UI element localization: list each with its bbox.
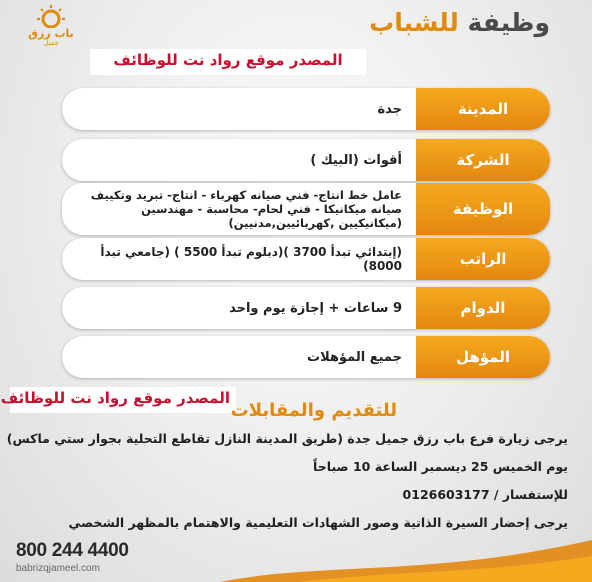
row-label: الدوام: [416, 287, 550, 329]
row-label: المؤهل: [416, 336, 550, 378]
row-label: الوظيفة: [416, 183, 550, 235]
row-qualification: [62, 336, 550, 378]
apply-contact: للإستفسار / 0126603177: [402, 487, 568, 502]
row-value: جميع المؤهلات: [307, 349, 402, 365]
title-part-job: وظيفة: [467, 8, 550, 37]
apply-date: يوم الخميس 25 ديسمبر الساعة 10 صباحاً: [313, 459, 568, 474]
row-value: جدة: [377, 101, 402, 117]
footer-website: babrizqjameel.com: [16, 563, 100, 574]
logo-name: باب رزق: [28, 27, 74, 40]
row-job: [62, 183, 550, 235]
apply-requirements: يرجى إحضار السيرة الذاتية وصور الشهادات التعليمية والاهتمام بالمظهر الشخصي: [68, 515, 568, 530]
sun-logo-icon: [36, 4, 66, 28]
source-watermark-bottom: المصدر موقع رواد نت للوظائف: [10, 387, 236, 413]
row-label: المدينة: [416, 88, 550, 130]
row-label: الراتب: [416, 238, 550, 280]
row-city: [62, 88, 550, 130]
row-hours: [62, 287, 550, 329]
logo-subtitle: جميل: [43, 39, 59, 47]
row-label: الشركة: [416, 139, 550, 181]
page-title: [369, 8, 550, 37]
apply-location: يرجى زيارة فرع باب رزق جميل جدة (طريق المدينة النازل تقاطع التحلية بجوار ستي ماكس): [6, 431, 568, 446]
row-value: عامل خط انتاج- فني صيانه كهرباء - انتاج- تبريد وتكييف صيانه ميكانيكا - فني لحام- محاسبة - مهندسين (ميكانيكيين ,كهربائيين,مدنيين): [90, 188, 402, 230]
title-part-youth: للشباب: [369, 8, 459, 37]
row-value: 9 ساعات + إجازة يوم واحد: [229, 300, 402, 316]
apply-title: للتقديم والمقابلات: [230, 400, 397, 421]
row-salary: [62, 238, 550, 280]
brand-logo: [28, 4, 74, 56]
row-value: أقوات (البيك ): [310, 152, 402, 168]
footer-phone: 800 244 4400: [16, 540, 129, 561]
row-company: [62, 139, 550, 181]
source-watermark-top: المصدر موقع رواد نت للوظائف: [90, 49, 366, 75]
row-value: (إبتدائي تبدأ 3700 )(دبلوم تبدأ 5500 ) (جامعي تبدأ 8000): [100, 245, 402, 273]
